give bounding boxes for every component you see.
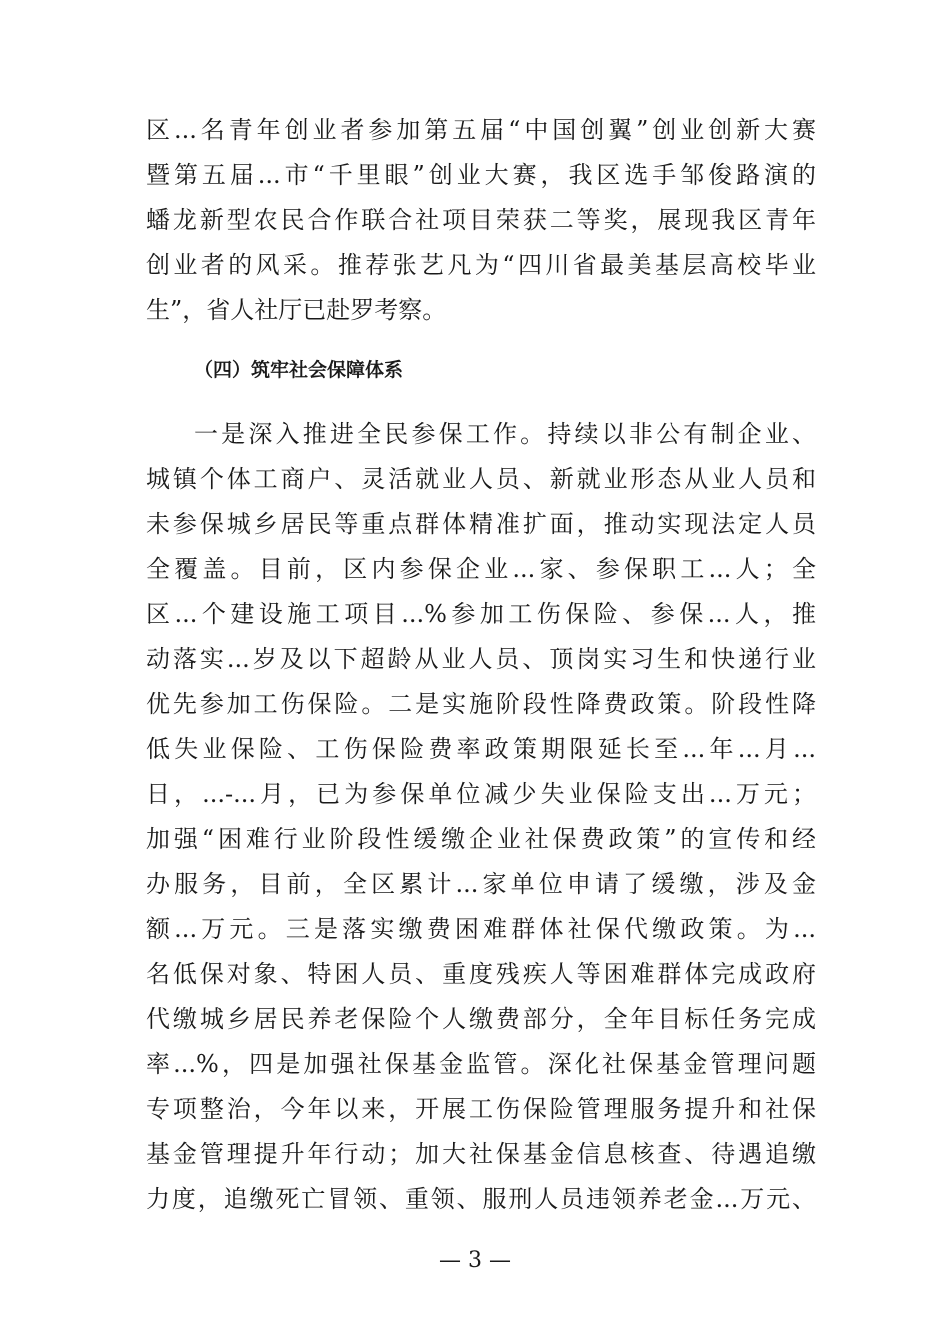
page-number: — 3 —	[439, 1248, 511, 1273]
text-line: 低失业保险、工伤保险费率政策期限延长至...年...月...	[146, 735, 816, 763]
text-line: 优先参加工伤保险。二是实施阶段性降费政策。阶段性降	[146, 690, 816, 718]
text-line: 创业者的风采。推荐张艺凡为“四川省最美基层高校毕业	[146, 251, 816, 279]
text-line: 日，...-...月，已为参保单位减少失业保险支出...万元；	[146, 780, 816, 808]
text-line: 城镇个体工商户、灵活就业人员、新就业形态从业人员和	[146, 465, 816, 493]
text-line: 一是深入推进全民参保工作。持续以非公有制企业、	[194, 420, 816, 448]
text-line: 未参保城乡居民等重点群体精准扩面，推动实现法定人员	[146, 510, 816, 538]
text-line: 额...万元。三是落实缴费困难群体社保代缴政策。为...	[146, 915, 816, 943]
text-line: 全覆盖。目前，区内参保企业...家、参保职工...人；全	[146, 555, 816, 583]
text-line: 代缴城乡居民养老保险个人缴费部分，全年目标任务完成	[146, 1005, 816, 1033]
text-line: 暨第五届...市“千里眼”创业大赛，我区选手邹俊路演的	[146, 161, 816, 189]
text-line: 生”，省人社厅已赴罗考察。	[146, 296, 447, 324]
section-heading: （四）筑牢社会保障体系	[194, 359, 404, 381]
text-line: 专项整治，今年以来，开展工伤保险管理服务提升和社保	[146, 1095, 816, 1123]
text-line: 区...个建设施工项目...%参加工伤保险、参保...人，推	[146, 600, 816, 628]
paragraph-social-security	[146, 412, 816, 1222]
text-line: 区...名青年创业者参加第五届“中国创翼”创业创新大赛	[146, 116, 816, 144]
text-line: 名低保对象、特困人员、重度残疾人等困难群体完成政府	[146, 960, 816, 988]
text-line: 办服务，目前，全区累计...家单位申请了缓缴，涉及金	[146, 870, 816, 898]
text-line: 蟠龙新型农民合作联合社项目荣获二等奖，展现我区青年	[146, 206, 816, 234]
text-line: 基金管理提升年行动；加大社保基金信息核查、待遇追缴	[146, 1140, 816, 1168]
paragraph-youth-entrepreneurship	[146, 108, 816, 333]
text-line: 加强“困难行业阶段性缓缴企业社保费政策”的宣传和经	[146, 825, 816, 853]
text-line: 动落实...岁及以下超龄从业人员、顶岗实习生和快递行业	[146, 645, 816, 673]
text-line: 率...%，四是加强社保基金监管。深化社保基金管理问题	[146, 1050, 816, 1078]
text-line: 力度，追缴死亡冒领、重领、服刑人员违领养老金...万元、	[146, 1185, 816, 1213]
